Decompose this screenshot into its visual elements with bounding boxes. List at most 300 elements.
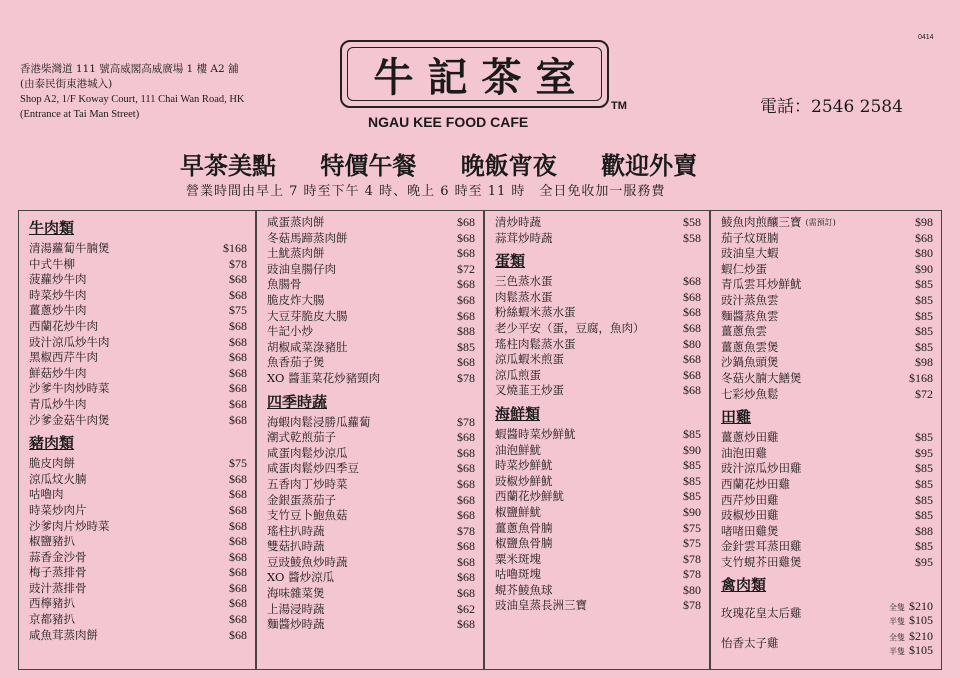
menu-item bbox=[495, 567, 701, 583]
menu-item-name: 蒜香金沙骨 bbox=[29, 549, 87, 564]
spacer bbox=[783, 231, 916, 247]
category-title: 田雞 bbox=[721, 408, 752, 427]
menu-item-name: 魚腸骨 bbox=[267, 277, 302, 292]
menu-item bbox=[267, 570, 475, 586]
menu-item bbox=[29, 319, 247, 335]
menu-item-name: 怡香太子雞 bbox=[721, 636, 779, 651]
menu-item-name: 脆皮炸大腸 bbox=[267, 292, 325, 307]
menu-item-name: 豉油皇腸仔肉 bbox=[267, 261, 336, 276]
menu-item-name: 豉汁蒸排骨 bbox=[29, 580, 87, 595]
menu-item-name: 豉汁涼瓜炒牛肉 bbox=[29, 334, 110, 349]
menu-item-name: 海蝦肉鬆浸勝瓜蘿蔔 bbox=[267, 414, 371, 429]
menu-item-price: $68 bbox=[457, 292, 475, 307]
menu-column-1 bbox=[18, 210, 256, 670]
menu-item-name: 椒鹽魚骨腩 bbox=[495, 536, 553, 551]
menu-item bbox=[721, 340, 933, 356]
menu-item-price: $210 bbox=[909, 599, 933, 614]
menu-item-name: 青瓜炒牛肉 bbox=[29, 396, 87, 411]
menu-item-name: 豉油皇大蝦 bbox=[721, 246, 779, 261]
headline-item: 歡迎外賣 bbox=[601, 151, 698, 180]
menu-item bbox=[495, 458, 701, 474]
address-line: 香港柴灣道 111 號高威閣高威廣場 1 樓 A2 舖 bbox=[20, 63, 239, 75]
menu-item bbox=[29, 472, 247, 488]
menu-item bbox=[495, 383, 701, 399]
menu-item-note: (需預訂) bbox=[805, 218, 836, 227]
menu-item-name: 椒鹽鮮魷 bbox=[495, 504, 541, 519]
menu-item bbox=[29, 628, 247, 644]
menu-item bbox=[267, 524, 475, 540]
menu-item-name: 京都豬扒 bbox=[29, 612, 75, 627]
menu-item-price: $85 bbox=[915, 461, 933, 476]
menu-item-price: $68 bbox=[457, 570, 475, 585]
menu-item-name: 蝦仁炒蛋 bbox=[721, 261, 767, 276]
menu-item-price: $68 bbox=[229, 580, 247, 595]
menu-item-name: 西檸豬扒 bbox=[29, 596, 75, 611]
menu-column-4 bbox=[710, 210, 942, 670]
menu-item bbox=[29, 503, 247, 519]
menu-item-price: $68 bbox=[229, 534, 247, 549]
menu-item-price: $80 bbox=[683, 582, 701, 597]
menu-item bbox=[267, 602, 475, 618]
menu-item bbox=[29, 581, 247, 597]
spacer bbox=[783, 309, 916, 325]
menu-item-price: $78 bbox=[457, 523, 475, 538]
category-title: 海鮮類 bbox=[495, 404, 541, 423]
menu-item-price: $68 bbox=[229, 627, 247, 642]
menu-item-price: $68 bbox=[229, 565, 247, 580]
menu-item bbox=[495, 215, 701, 231]
menu-item-name: 薑蔥魚骨腩 bbox=[495, 520, 553, 535]
menu-item bbox=[721, 246, 933, 262]
menu-item-name: 西蘭花炒牛肉 bbox=[29, 318, 98, 333]
spacer bbox=[783, 387, 916, 403]
menu-item-price: $88 bbox=[915, 523, 933, 538]
menu-item-name: 油泡鮮魷 bbox=[495, 442, 541, 457]
beef-list bbox=[29, 241, 247, 428]
menu-item bbox=[721, 231, 933, 247]
menu-item bbox=[721, 430, 933, 446]
menu-item-name: 椒鹽豬扒 bbox=[29, 534, 75, 549]
spacer bbox=[836, 215, 915, 231]
menu-item-price: $68 bbox=[229, 396, 247, 411]
menu-item bbox=[721, 461, 933, 477]
menu-item-price: $68 bbox=[229, 549, 247, 564]
headline bbox=[180, 146, 697, 181]
menu-item-price: $68 bbox=[683, 383, 701, 398]
menu-item-prices bbox=[889, 629, 933, 657]
menu-item-price: $68 bbox=[457, 492, 475, 507]
menu-item-name: 清炒時蔬 bbox=[495, 215, 541, 229]
menu-item-price: $98 bbox=[915, 215, 933, 229]
category-title: 牛肉類 bbox=[29, 219, 75, 237]
menu-item-price: $62 bbox=[457, 601, 475, 616]
menu-item-price: $75 bbox=[229, 456, 247, 471]
menu-item-name: 沙爹肉片炒時菜 bbox=[29, 518, 110, 533]
menu-item bbox=[721, 355, 933, 371]
menu-item bbox=[267, 340, 475, 356]
menu-item-price: $68 bbox=[457, 554, 475, 569]
menu-item bbox=[29, 366, 247, 382]
menu-item-name: 上湯浸時蔬 bbox=[267, 601, 325, 616]
menu-item bbox=[721, 539, 933, 555]
menu-item-price: $68 bbox=[229, 381, 247, 396]
menu-item bbox=[29, 288, 247, 304]
menu-item bbox=[721, 508, 933, 524]
menu-item-price: $105 bbox=[909, 643, 933, 658]
menu-item bbox=[495, 474, 701, 490]
headline-item: 特價午餐 bbox=[320, 151, 417, 180]
menu-item bbox=[495, 536, 701, 552]
menu-item bbox=[29, 335, 247, 351]
menu-item-price: $68 bbox=[915, 230, 933, 245]
menu-item bbox=[495, 321, 701, 337]
menu-item bbox=[267, 262, 475, 278]
menu-item bbox=[721, 371, 933, 387]
headline-item: 晚飯宵夜 bbox=[460, 151, 557, 180]
logo-english: NGAU KEE FOOD CAFE bbox=[368, 114, 529, 130]
menu-item-price: $68 bbox=[457, 430, 475, 445]
menu-item-price: $68 bbox=[683, 352, 701, 367]
menu-item-price: $85 bbox=[683, 426, 701, 441]
menu-item bbox=[29, 456, 247, 472]
menu-item-name: 咸蛋肉鬆炒涼瓜 bbox=[267, 445, 348, 460]
menu-column-3 bbox=[484, 210, 710, 670]
menu-item-price: $95 bbox=[915, 554, 933, 569]
address-line: (Entrance at Tai Man Street) bbox=[20, 109, 140, 120]
menu-item bbox=[721, 477, 933, 493]
menu-item-price: $85 bbox=[457, 339, 475, 354]
menu-item-name: 西蘭花炒鮮魷 bbox=[495, 489, 564, 504]
menu-item-price: $58 bbox=[683, 230, 701, 245]
menu-item bbox=[267, 371, 475, 387]
egg-list bbox=[495, 274, 701, 399]
menu-item-price: $98 bbox=[915, 355, 933, 370]
menu-item-name: 牛記小炒 bbox=[267, 324, 313, 339]
menu-item-price: $68 bbox=[229, 287, 247, 302]
menu-item-name: 粟米斑塊 bbox=[495, 551, 541, 566]
menu-item-name: 老少平安（蛋，豆腐，魚肉） bbox=[495, 320, 645, 335]
menu-item-name: 支竹蜆芥田雞煲 bbox=[721, 554, 802, 569]
menu-item bbox=[495, 505, 701, 521]
menu-item-name: 支竹豆卜鮑魚菇 bbox=[267, 508, 348, 523]
price-line bbox=[889, 629, 933, 643]
menu-item-name: 玫瑰花皇太后雞 bbox=[721, 606, 802, 621]
vegetable-list-continued bbox=[495, 215, 701, 246]
menu-item bbox=[721, 309, 933, 325]
menu-item-name: 菠蘿炒牛肉 bbox=[29, 272, 87, 287]
menu-item bbox=[495, 598, 701, 614]
menu-item-name: 豆豉鯪魚炒時蔬 bbox=[267, 554, 348, 569]
category-title: 四季時蔬 bbox=[267, 392, 328, 411]
seafood-list bbox=[495, 427, 701, 614]
menu-item-name: 薑蔥炒田雞 bbox=[721, 430, 779, 445]
menu-item-name: 五香肉丁炒時菜 bbox=[267, 476, 348, 491]
menu-item-name: 蝦醬時菜炒鮮魷 bbox=[495, 426, 576, 441]
menu-item-name: 咕嚕斑塊 bbox=[495, 567, 541, 582]
vegetable-list bbox=[267, 415, 475, 633]
menu-item-name: 金銀蛋蒸茄子 bbox=[267, 492, 336, 507]
menu-item-price: $68 bbox=[683, 289, 701, 304]
menu-item-name: 鯪魚肉煎釀三寶 bbox=[721, 215, 802, 229]
portion-label: 半隻 bbox=[889, 647, 905, 657]
menu-item bbox=[495, 368, 701, 384]
menu-item bbox=[267, 555, 475, 571]
menu-item-name: 冬菇馬蹄蒸肉餅 bbox=[267, 230, 348, 245]
menu-item-name: 薑蔥魚雲煲 bbox=[721, 339, 779, 354]
logo-chinese: 牛記茶室 bbox=[373, 53, 590, 101]
menu-item bbox=[495, 427, 701, 443]
spacer bbox=[771, 324, 915, 340]
menu-item-price: $68 bbox=[457, 308, 475, 323]
menu-item bbox=[495, 305, 701, 321]
menu-item-name: 七彩炒魚鬆 bbox=[721, 386, 779, 401]
menu-item-name: 胡椒咸菜淥豬肚 bbox=[267, 339, 348, 354]
menu-item-price: $85 bbox=[915, 476, 933, 491]
pork-list bbox=[29, 456, 247, 643]
price-line bbox=[889, 643, 933, 657]
menu-item bbox=[495, 274, 701, 290]
menu-column-2 bbox=[256, 210, 484, 670]
menu-item-price: $78 bbox=[457, 414, 475, 429]
menu-item-name: 鮮菇炒牛肉 bbox=[29, 365, 87, 380]
menu-item-name: 咸蛋蒸肉餅 bbox=[267, 215, 325, 229]
menu-item bbox=[495, 443, 701, 459]
menu-item-price: $68 bbox=[229, 350, 247, 365]
menu-item-price: $68 bbox=[457, 277, 475, 292]
menu-item-name: 西蘭花炒田雞 bbox=[721, 476, 790, 491]
menu-item bbox=[29, 565, 247, 581]
menu-item-name: 麵醬炒時蔬 bbox=[267, 617, 325, 632]
menu-item bbox=[267, 477, 475, 493]
menu-item-name: 涼瓜煎蛋 bbox=[495, 367, 541, 382]
menu-item bbox=[721, 493, 933, 509]
menu-item-name: 啫啫田雞煲 bbox=[721, 523, 779, 538]
menu-item-name: 大豆芽脆皮大腸 bbox=[267, 308, 348, 323]
spacer bbox=[783, 293, 916, 309]
menu-item-price: $88 bbox=[457, 324, 475, 339]
menu-item-price: $68 bbox=[229, 502, 247, 517]
menu-item bbox=[29, 350, 247, 366]
menu-item-name: 豉汁涼瓜炒田雞 bbox=[721, 461, 802, 476]
menu-item-price: $85 bbox=[915, 324, 933, 339]
address-line: (由泰民街東港城入) bbox=[20, 78, 113, 90]
poultry-list bbox=[721, 598, 933, 658]
menu-item-name: 青瓜雲耳炒鮮魷 bbox=[721, 277, 802, 292]
menu-item-price: $68 bbox=[229, 272, 247, 287]
headline-item: 早茶美點 bbox=[180, 151, 276, 180]
menu-item-price: $58 bbox=[683, 215, 701, 229]
menu-item-name: 叉燒韮王炒蛋 bbox=[495, 383, 564, 398]
menu-item-name: 土魷蒸肉餅 bbox=[267, 246, 325, 261]
menu-item bbox=[495, 583, 701, 599]
menu-item bbox=[495, 231, 701, 247]
portion-label: 半隻 bbox=[889, 617, 905, 627]
trademark: TM bbox=[611, 100, 627, 112]
menu-item bbox=[29, 519, 247, 535]
menu-item bbox=[267, 508, 475, 524]
menu-item-price: $68 bbox=[683, 305, 701, 320]
portion-label: 全隻 bbox=[889, 633, 905, 643]
menu-item-name: 黑椒西芹牛肉 bbox=[29, 350, 98, 365]
menu-item bbox=[267, 309, 475, 325]
menu-item bbox=[495, 290, 701, 306]
menu-item-name: 粉絲蝦米蒸水蛋 bbox=[495, 305, 576, 320]
menu-item-price: $68 bbox=[457, 215, 475, 229]
menu-item-price: $78 bbox=[229, 256, 247, 271]
menu-item-name: 三色蒸水蛋 bbox=[495, 274, 553, 289]
menu-item bbox=[721, 628, 933, 658]
menu-item-price: $68 bbox=[229, 596, 247, 611]
menu-item-price: $85 bbox=[915, 539, 933, 554]
menu-item-price: $68 bbox=[683, 367, 701, 382]
menu-item-price: $68 bbox=[229, 318, 247, 333]
menu-item-price: $75 bbox=[683, 520, 701, 535]
menu-item bbox=[29, 612, 247, 628]
menu-item-name: 清湯蘿蔔牛腩煲 bbox=[29, 241, 110, 255]
menu-item bbox=[29, 241, 247, 257]
spacer bbox=[771, 262, 915, 278]
menu-item-price: $68 bbox=[229, 612, 247, 627]
menu-item-price: $90 bbox=[683, 504, 701, 519]
seafood-list-continued bbox=[721, 215, 933, 402]
menu-item-prices bbox=[889, 599, 933, 627]
menu-item bbox=[29, 534, 247, 550]
menu-item-price: $68 bbox=[229, 412, 247, 427]
menu-item bbox=[267, 586, 475, 602]
menu-item bbox=[267, 293, 475, 309]
menu-item-price: $80 bbox=[683, 336, 701, 351]
menu-item-name: 薑蔥魚雲 bbox=[721, 324, 767, 339]
menu-item-name: 冬菇火腩大鱔煲 bbox=[721, 370, 802, 385]
menu-item-price: $85 bbox=[915, 492, 933, 507]
category-title: 蛋類 bbox=[495, 252, 526, 271]
menu-item-name: 豉汁蒸魚雲 bbox=[721, 292, 779, 307]
price-line bbox=[889, 599, 933, 613]
menu-item-name: 麵醬蒸魚雲 bbox=[721, 308, 779, 323]
menu-item bbox=[721, 598, 933, 628]
menu-item-name: 西芹炒田雞 bbox=[721, 492, 779, 507]
menu-item bbox=[267, 493, 475, 509]
menu-item-name: 涼瓜炆火腩 bbox=[29, 471, 87, 486]
menu-item bbox=[721, 262, 933, 278]
menu-item-name: 魚香茄子煲 bbox=[267, 355, 325, 370]
menu-item bbox=[29, 413, 247, 429]
menu-item-price: $105 bbox=[909, 613, 933, 628]
menu-item-price: $85 bbox=[683, 489, 701, 504]
menu-item-name: 茄子炆斑腩 bbox=[721, 230, 779, 245]
menu-item bbox=[495, 337, 701, 353]
menu-item-name: XO 醬炒涼瓜 bbox=[267, 570, 335, 585]
phone-number: 電話：2546 2584 bbox=[760, 97, 903, 117]
menu-item-price: $68 bbox=[229, 518, 247, 533]
menu-item-price: $85 bbox=[683, 458, 701, 473]
menu-item bbox=[29, 397, 247, 413]
menu-item-price: $68 bbox=[457, 355, 475, 370]
portion-label: 全隻 bbox=[889, 603, 905, 613]
menu-item bbox=[721, 324, 933, 340]
menu-item bbox=[721, 446, 933, 462]
menu-item-name: 脆皮肉餅 bbox=[29, 456, 75, 471]
spacer bbox=[783, 355, 916, 371]
menu-item-name: 豉油皇蒸長洲三寶 bbox=[495, 598, 587, 613]
menu-item bbox=[721, 555, 933, 571]
menu-item-name: 咸蛋肉鬆炒四季豆 bbox=[267, 461, 359, 476]
menu-item bbox=[267, 446, 475, 462]
menu-item-name: 蜆芥鯪魚球 bbox=[495, 582, 553, 597]
menu-item-price: $78 bbox=[683, 551, 701, 566]
pork-list-continued bbox=[267, 215, 475, 387]
menu-item bbox=[267, 277, 475, 293]
menu-item-price: $68 bbox=[229, 471, 247, 486]
address-block bbox=[20, 62, 245, 122]
menu-item-price: $80 bbox=[915, 246, 933, 261]
menu-item bbox=[29, 596, 247, 612]
menu-item bbox=[495, 552, 701, 568]
menu-item-price: $90 bbox=[915, 261, 933, 276]
menu-item-name: 咕嚕肉 bbox=[29, 487, 64, 502]
menu-item bbox=[267, 461, 475, 477]
menu-item-name: XO 醬韮菜花炒豬頸肉 bbox=[267, 370, 381, 385]
menu-item-price: $68 bbox=[457, 586, 475, 601]
menu-item-price: $85 bbox=[915, 277, 933, 292]
address-line: Shop A2, 1/F Koway Court, 111 Chai Wan Road, HK bbox=[20, 94, 245, 105]
menu-item bbox=[267, 231, 475, 247]
menu-item-price: $85 bbox=[915, 308, 933, 323]
menu-item-name: 豉椒炒鮮魷 bbox=[495, 473, 553, 488]
menu-item-price: $75 bbox=[229, 303, 247, 318]
menu-item-price: $72 bbox=[457, 261, 475, 276]
menu-item bbox=[267, 415, 475, 431]
opening-hours: 營業時間由早上 7 時至下午 4 時、晚上 6 時至 11 時 全日免收加一服務費 bbox=[186, 184, 666, 199]
menu-item bbox=[267, 430, 475, 446]
menu-item-price: $68 bbox=[229, 365, 247, 380]
menu-item bbox=[267, 215, 475, 231]
menu-item bbox=[495, 352, 701, 368]
menu-item-name: 海味雜菜煲 bbox=[267, 586, 325, 601]
menu-item-price: $68 bbox=[457, 476, 475, 491]
menu-item-name: 沙爹牛肉炒時菜 bbox=[29, 381, 110, 396]
menu-item bbox=[495, 521, 701, 537]
menu-item-price: $68 bbox=[683, 320, 701, 335]
menu-item-name: 梅子蒸排骨 bbox=[29, 565, 87, 580]
menu-item bbox=[721, 215, 933, 231]
menu-item bbox=[721, 387, 933, 403]
menu-item-name: 薑蔥炒牛肉 bbox=[29, 303, 87, 318]
menu-item bbox=[29, 257, 247, 273]
menu-item bbox=[267, 246, 475, 262]
menu-item-name: 豉椒炒田雞 bbox=[721, 508, 779, 523]
menu-item-name: 潮式乾煎茄子 bbox=[267, 430, 336, 445]
menu-item-price: $75 bbox=[683, 536, 701, 551]
menu-item-name: 蒜茸炒時蔬 bbox=[495, 230, 553, 245]
spacer bbox=[783, 246, 916, 262]
menu-item bbox=[29, 381, 247, 397]
menu-item-name: 瑤柱扒時蔬 bbox=[267, 523, 325, 538]
menu-item-price: $68 bbox=[457, 246, 475, 261]
menu-item bbox=[29, 487, 247, 503]
menu-item-price: $68 bbox=[457, 445, 475, 460]
menu-item bbox=[495, 489, 701, 505]
menu-item-price: $85 bbox=[915, 430, 933, 445]
menu-item bbox=[29, 550, 247, 566]
menu-item-name: 涼瓜蝦米煎蛋 bbox=[495, 352, 564, 367]
menu-item bbox=[721, 293, 933, 309]
menu-item bbox=[721, 524, 933, 540]
menu-item-name: 沙鍋魚頭煲 bbox=[721, 355, 779, 370]
menu-item-name: 金針雲耳蒸田雞 bbox=[721, 539, 802, 554]
menu-item-price: $78 bbox=[683, 598, 701, 613]
menu-item-price: $210 bbox=[909, 629, 933, 644]
